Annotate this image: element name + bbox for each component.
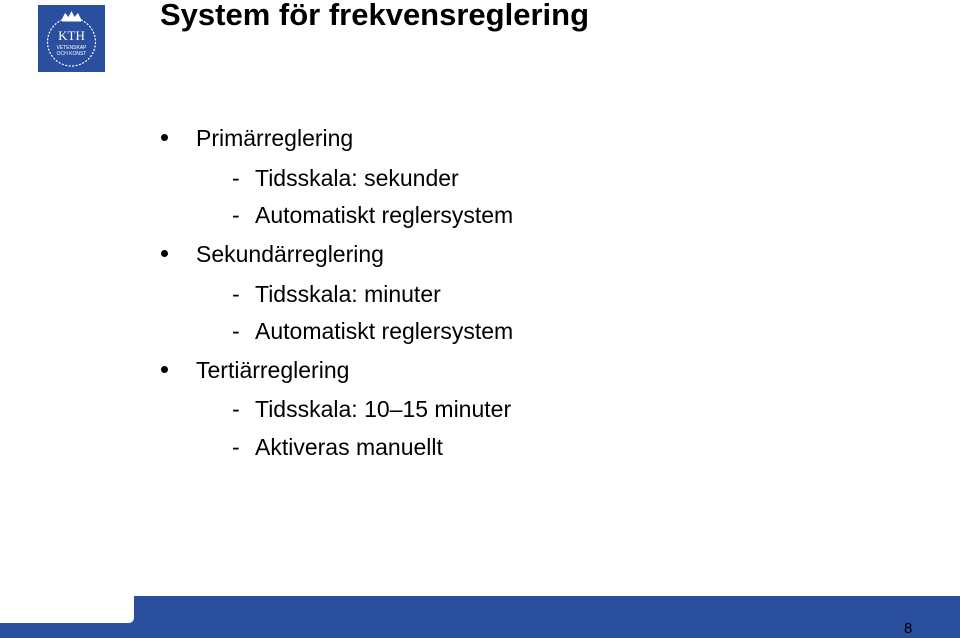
dash-marker: - (232, 434, 240, 460)
svg-text:KTH: KTH (58, 28, 85, 43)
sub-item-text: Automatiskt reglersystem (255, 202, 514, 228)
dash-marker: - (232, 396, 240, 422)
dash-marker: - (232, 318, 240, 344)
sub-item-text: Tidsskala: minuter (255, 281, 441, 307)
sub-item-text: Tidsskala: 10–15 minuter (255, 396, 512, 422)
bullet-label-primar: Primärreglering (196, 125, 354, 151)
bullet-label-tertiar: Tertiärreglering (196, 357, 350, 383)
kth-logo (38, 5, 105, 72)
dash-marker: - (232, 281, 240, 307)
slide-title: System för frekvensreglering (160, 0, 590, 32)
page-number: 8 (904, 620, 913, 637)
dash-marker: - (232, 202, 240, 228)
footer-bar (0, 596, 960, 638)
kth-seal-icon (38, 5, 105, 72)
bullet-icon (160, 124, 170, 152)
bullet-label-sekundar: Sekundärreglering (196, 241, 384, 267)
dash-marker: - (232, 165, 240, 191)
svg-text:OCH KONST: OCH KONST (56, 51, 87, 57)
svg-text:VETENSKAP: VETENSKAP (56, 45, 87, 51)
sub-item-text: Aktiveras manuellt (255, 434, 443, 460)
bullet-icon (160, 356, 170, 384)
sub-item-text: Tidsskala: sekunder (255, 165, 459, 191)
sub-item-text: Automatiskt reglersystem (255, 318, 514, 344)
bullet-icon (160, 240, 170, 268)
